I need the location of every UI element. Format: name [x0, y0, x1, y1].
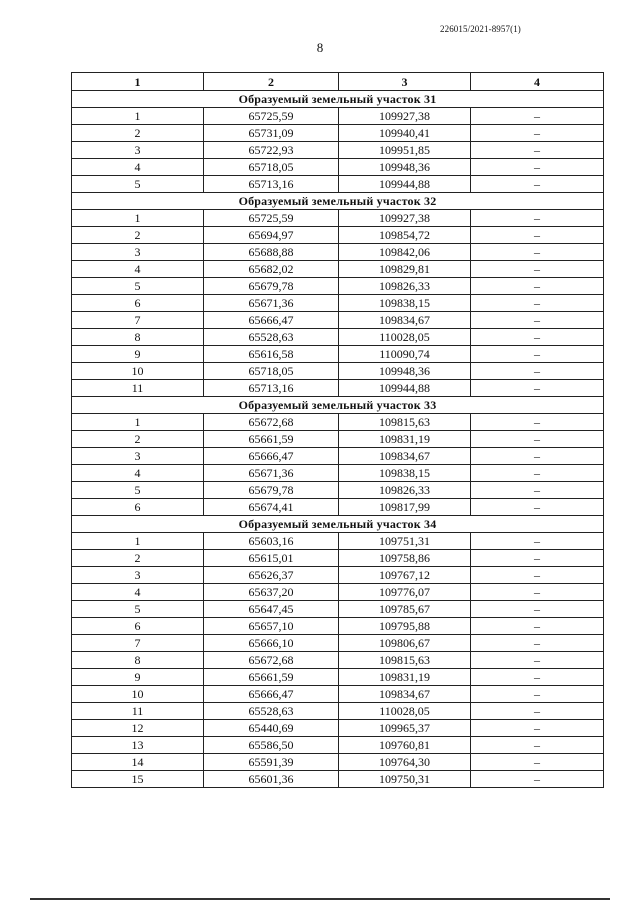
table-row [72, 295, 604, 312]
y-coordinate-cell: 109826,33 [339, 482, 471, 499]
note-cell: – [471, 737, 604, 754]
table-row [72, 312, 604, 329]
table-row [72, 210, 604, 227]
table-row [72, 601, 604, 618]
y-coordinate-cell: 110090,74 [339, 346, 471, 363]
table-row [72, 703, 604, 720]
table-row [72, 465, 604, 482]
note-cell: – [471, 499, 604, 516]
note-cell: – [471, 244, 604, 261]
table-row [72, 720, 604, 737]
point-number-cell: 15 [72, 771, 204, 788]
x-coordinate-cell: 65674,41 [204, 499, 339, 516]
point-number-cell: 1 [72, 210, 204, 227]
note-cell: – [471, 210, 604, 227]
y-coordinate-cell: 109829,81 [339, 261, 471, 278]
point-number-cell: 10 [72, 363, 204, 380]
y-coordinate-cell: 109944,88 [339, 176, 471, 193]
x-coordinate-cell: 65591,39 [204, 754, 339, 771]
note-cell: – [471, 567, 604, 584]
table-row [72, 142, 604, 159]
section-header-row [72, 193, 604, 210]
section-title: Образуемый земельный участок 33 [72, 397, 604, 414]
y-coordinate-cell: 109834,67 [339, 686, 471, 703]
table-row [72, 278, 604, 295]
note-cell: – [471, 465, 604, 482]
x-coordinate-cell: 65725,59 [204, 210, 339, 227]
point-number-cell: 7 [72, 635, 204, 652]
x-coordinate-cell: 65682,02 [204, 261, 339, 278]
table-row [72, 176, 604, 193]
x-coordinate-cell: 65586,50 [204, 737, 339, 754]
x-coordinate-cell: 65671,36 [204, 465, 339, 482]
point-number-cell: 4 [72, 584, 204, 601]
table-row [72, 550, 604, 567]
y-coordinate-cell: 109785,67 [339, 601, 471, 618]
y-coordinate-cell: 109806,67 [339, 635, 471, 652]
point-number-cell: 3 [72, 142, 204, 159]
x-coordinate-cell: 65713,16 [204, 176, 339, 193]
x-coordinate-cell: 65528,63 [204, 703, 339, 720]
note-cell: – [471, 635, 604, 652]
note-cell: – [471, 312, 604, 329]
point-number-cell: 4 [72, 465, 204, 482]
point-number-cell: 8 [72, 652, 204, 669]
x-coordinate-cell: 65666,47 [204, 448, 339, 465]
table-row [72, 669, 604, 686]
y-coordinate-cell: 109838,15 [339, 295, 471, 312]
x-coordinate-cell: 65718,05 [204, 159, 339, 176]
x-coordinate-cell: 65722,93 [204, 142, 339, 159]
point-number-cell: 11 [72, 703, 204, 720]
table-row [72, 635, 604, 652]
note-cell: – [471, 108, 604, 125]
note-cell: – [471, 771, 604, 788]
x-coordinate-cell: 65626,37 [204, 567, 339, 584]
y-coordinate-cell: 110028,05 [339, 703, 471, 720]
note-cell: – [471, 125, 604, 142]
x-coordinate-cell: 65672,68 [204, 652, 339, 669]
x-coordinate-cell: 65661,59 [204, 669, 339, 686]
y-coordinate-cell: 109965,37 [339, 720, 471, 737]
note-cell: – [471, 754, 604, 771]
table-body [72, 91, 604, 788]
point-number-cell: 6 [72, 499, 204, 516]
point-number-cell: 12 [72, 720, 204, 737]
point-number-cell: 11 [72, 380, 204, 397]
y-coordinate-cell: 109834,67 [339, 312, 471, 329]
point-number-cell: 10 [72, 686, 204, 703]
x-coordinate-cell: 65603,16 [204, 533, 339, 550]
point-number-cell: 3 [72, 448, 204, 465]
column-header: 1 [72, 73, 204, 91]
point-number-cell: 13 [72, 737, 204, 754]
note-cell: – [471, 295, 604, 312]
y-coordinate-cell: 109815,63 [339, 652, 471, 669]
table-row [72, 499, 604, 516]
y-coordinate-cell: 109776,07 [339, 584, 471, 601]
note-cell: – [471, 448, 604, 465]
point-number-cell: 2 [72, 227, 204, 244]
x-coordinate-cell: 65713,16 [204, 380, 339, 397]
y-coordinate-cell: 110028,05 [339, 329, 471, 346]
note-cell: – [471, 363, 604, 380]
note-cell: – [471, 414, 604, 431]
table-row [72, 618, 604, 635]
x-coordinate-cell: 65679,78 [204, 278, 339, 295]
table-row [72, 771, 604, 788]
point-number-cell: 9 [72, 346, 204, 363]
point-number-cell: 3 [72, 567, 204, 584]
table-row [72, 261, 604, 278]
point-number-cell: 4 [72, 159, 204, 176]
table-row [72, 108, 604, 125]
point-number-cell: 9 [72, 669, 204, 686]
y-coordinate-cell: 109940,41 [339, 125, 471, 142]
x-coordinate-cell: 65731,09 [204, 125, 339, 142]
x-coordinate-cell: 65601,36 [204, 771, 339, 788]
x-coordinate-cell: 65671,36 [204, 295, 339, 312]
page-number: 8 [316, 40, 324, 55]
table-row [72, 448, 604, 465]
y-coordinate-cell: 109817,99 [339, 499, 471, 516]
note-cell: – [471, 618, 604, 635]
x-coordinate-cell: 65666,47 [204, 312, 339, 329]
note-cell: – [471, 550, 604, 567]
y-coordinate-cell: 109815,63 [339, 414, 471, 431]
y-coordinate-cell: 109767,12 [339, 567, 471, 584]
x-coordinate-cell: 65694,97 [204, 227, 339, 244]
x-coordinate-cell: 65679,78 [204, 482, 339, 499]
y-coordinate-cell: 109831,19 [339, 669, 471, 686]
note-cell: – [471, 601, 604, 618]
point-number-cell: 4 [72, 261, 204, 278]
section-title: Образуемый земельный участок 31 [72, 91, 604, 108]
y-coordinate-cell: 109927,38 [339, 108, 471, 125]
note-cell: – [471, 278, 604, 295]
note-cell: – [471, 176, 604, 193]
column-header: 3 [339, 73, 471, 91]
x-coordinate-cell: 65616,58 [204, 346, 339, 363]
x-coordinate-cell: 65615,01 [204, 550, 339, 567]
point-number-cell: 7 [72, 312, 204, 329]
table-row [72, 567, 604, 584]
y-coordinate-cell: 109951,85 [339, 142, 471, 159]
document-id: 226015/2021-8957(1) [440, 24, 521, 34]
point-number-cell: 3 [72, 244, 204, 261]
section-title: Образуемый земельный участок 34 [72, 516, 604, 533]
y-coordinate-cell: 109760,81 [339, 737, 471, 754]
point-number-cell: 14 [72, 754, 204, 771]
y-coordinate-cell: 109758,86 [339, 550, 471, 567]
y-coordinate-cell: 109948,36 [339, 159, 471, 176]
note-cell: – [471, 159, 604, 176]
point-number-cell: 8 [72, 329, 204, 346]
x-coordinate-cell: 65440,69 [204, 720, 339, 737]
point-number-cell: 6 [72, 618, 204, 635]
table-row [72, 380, 604, 397]
y-coordinate-cell: 109838,15 [339, 465, 471, 482]
point-number-cell: 5 [72, 601, 204, 618]
note-cell: – [471, 652, 604, 669]
section-header-row [72, 516, 604, 533]
bottom-rule [30, 898, 610, 900]
note-cell: – [471, 482, 604, 499]
y-coordinate-cell: 109795,88 [339, 618, 471, 635]
table-row [72, 227, 604, 244]
x-coordinate-cell: 65666,47 [204, 686, 339, 703]
note-cell: – [471, 142, 604, 159]
note-cell: – [471, 584, 604, 601]
section-title: Образуемый земельный участок 32 [72, 193, 604, 210]
y-coordinate-cell: 109854,72 [339, 227, 471, 244]
point-number-cell: 6 [72, 295, 204, 312]
note-cell: – [471, 227, 604, 244]
x-coordinate-cell: 65672,68 [204, 414, 339, 431]
table-row [72, 125, 604, 142]
y-coordinate-cell: 109944,88 [339, 380, 471, 397]
point-number-cell: 5 [72, 482, 204, 499]
note-cell: – [471, 720, 604, 737]
y-coordinate-cell: 109842,06 [339, 244, 471, 261]
y-coordinate-cell: 109750,31 [339, 771, 471, 788]
y-coordinate-cell: 109751,31 [339, 533, 471, 550]
x-coordinate-cell: 65725,59 [204, 108, 339, 125]
note-cell: – [471, 346, 604, 363]
y-coordinate-cell: 109927,38 [339, 210, 471, 227]
note-cell: – [471, 431, 604, 448]
point-number-cell: 2 [72, 125, 204, 142]
point-number-cell: 5 [72, 176, 204, 193]
table-row [72, 244, 604, 261]
point-number-cell: 2 [72, 550, 204, 567]
y-coordinate-cell: 109831,19 [339, 431, 471, 448]
column-header: 4 [471, 73, 604, 91]
column-header: 2 [204, 73, 339, 91]
note-cell: – [471, 329, 604, 346]
point-number-cell: 1 [72, 533, 204, 550]
x-coordinate-cell: 65666,10 [204, 635, 339, 652]
section-header-row [72, 91, 604, 108]
table-row [72, 346, 604, 363]
table-row [72, 584, 604, 601]
y-coordinate-cell: 109826,33 [339, 278, 471, 295]
point-number-cell: 2 [72, 431, 204, 448]
note-cell: – [471, 261, 604, 278]
table-row [72, 737, 604, 754]
x-coordinate-cell: 65688,88 [204, 244, 339, 261]
table-row [72, 329, 604, 346]
note-cell: – [471, 533, 604, 550]
x-coordinate-cell: 65528,63 [204, 329, 339, 346]
table-row [72, 363, 604, 380]
table-header-row [72, 73, 604, 91]
x-coordinate-cell: 65647,45 [204, 601, 339, 618]
x-coordinate-cell: 65718,05 [204, 363, 339, 380]
point-number-cell: 1 [72, 414, 204, 431]
table-row [72, 482, 604, 499]
coordinates-table [71, 72, 604, 788]
section-header-row [72, 397, 604, 414]
table-row [72, 686, 604, 703]
table-row [72, 533, 604, 550]
x-coordinate-cell: 65657,10 [204, 618, 339, 635]
y-coordinate-cell: 109948,36 [339, 363, 471, 380]
y-coordinate-cell: 109764,30 [339, 754, 471, 771]
table-row [72, 159, 604, 176]
point-number-cell: 1 [72, 108, 204, 125]
x-coordinate-cell: 65661,59 [204, 431, 339, 448]
table-row [72, 754, 604, 771]
table-row [72, 414, 604, 431]
y-coordinate-cell: 109834,67 [339, 448, 471, 465]
note-cell: – [471, 669, 604, 686]
point-number-cell: 5 [72, 278, 204, 295]
note-cell: – [471, 686, 604, 703]
note-cell: – [471, 380, 604, 397]
note-cell: – [471, 703, 604, 720]
table-row [72, 652, 604, 669]
x-coordinate-cell: 65637,20 [204, 584, 339, 601]
table-row [72, 431, 604, 448]
